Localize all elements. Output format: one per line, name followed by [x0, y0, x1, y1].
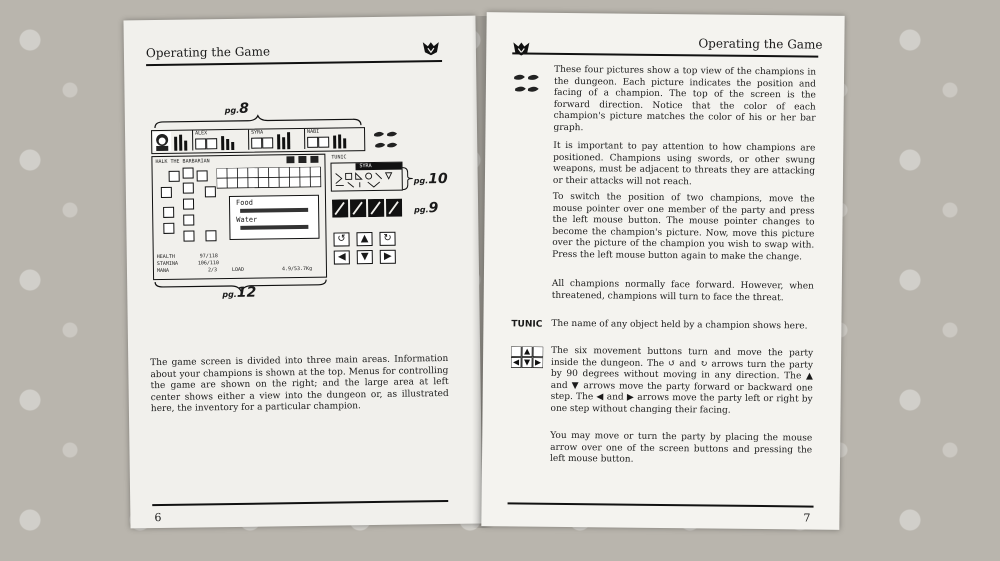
load-value: 4.9/53.7Kg [281, 265, 313, 273]
stamina-bar [338, 134, 341, 148]
callout-pg9: pg.9 [414, 200, 439, 217]
equip-slot[interactable] [183, 231, 194, 242]
paragraph-mouse-move: You may move or turn the party by placing the mouse arrow over one of the screen buttons and pressing the left mouse button. [549, 430, 813, 465]
food-bar [240, 208, 308, 213]
stamina-bar [179, 135, 182, 151]
party-formation-icon [512, 70, 542, 100]
paragraph-switch-position: To switch the position of two champions, move the mouse pointer over one member of the party and press the left mouse button. The mouse pointer changes to become the champion's picture. Now, move this picture over the picture of the champion you wish to swap with. Press the left mouse button again to make the change. [552, 191, 815, 263]
champion-bar [151, 127, 365, 154]
right-page-header: Operating the Game [698, 36, 823, 52]
left-page [123, 16, 482, 529]
left-page-number: 6 [154, 511, 162, 525]
move-right-button[interactable]: ▶ [380, 250, 396, 264]
water-label: Water [236, 215, 258, 224]
health-bar [221, 136, 224, 150]
equip-slot[interactable] [169, 171, 180, 182]
mana-bar [343, 138, 346, 148]
stamina-value: 106/110 [197, 260, 219, 267]
mana-bar [184, 141, 187, 151]
header-rule [512, 52, 818, 57]
spell-menu-champion: SYRA [359, 163, 372, 170]
health-bar [174, 137, 177, 151]
stamina-bar [282, 137, 285, 149]
health-bar [277, 134, 280, 149]
footer-rule [508, 502, 814, 507]
weapon-actions-icon[interactable] [332, 199, 402, 218]
spell-menu[interactable] [330, 162, 402, 192]
health-label: HEALTH [156, 253, 175, 261]
equip-slot[interactable] [163, 223, 174, 234]
mana-label: MANA [156, 267, 170, 275]
equip-slot[interactable] [205, 230, 216, 241]
backpack-grid[interactable] [217, 167, 323, 190]
champion-name: NABI [307, 128, 320, 135]
right-page [481, 12, 844, 530]
load-label: LOAD [231, 266, 245, 273]
equip-slot[interactable] [183, 183, 194, 194]
right-page-number: 7 [803, 511, 811, 525]
brace-right-upper [402, 166, 414, 190]
champion-slot-alex[interactable] [192, 130, 247, 151]
equip-slot[interactable] [161, 187, 172, 198]
equip-slot[interactable] [183, 168, 194, 179]
movement-buttons-icon [511, 346, 543, 368]
stamina-bar [226, 139, 229, 150]
equip-slot[interactable] [183, 215, 194, 226]
turn-right-button[interactable]: ↻ [379, 232, 395, 246]
food-label: Food [235, 198, 253, 207]
paragraph-positioning: It is important to pay attention to how champions are positioned. Champions using swords, or other swung weapons, must be adjacent to threats they are attacking or their attacks will not reach. [552, 140, 816, 188]
mana-bar [231, 142, 234, 150]
callout-pg10: pg.10 [413, 170, 448, 188]
party-formation-icon[interactable] [372, 130, 400, 154]
mana-value: 2/3 [207, 267, 218, 274]
health-value: 97/118 [199, 253, 218, 260]
move-backward-button[interactable]: ▼ [357, 250, 373, 264]
move-left-button[interactable]: ◀ [334, 250, 350, 264]
hand-slot[interactable] [251, 138, 262, 149]
equip-slot[interactable] [197, 170, 208, 181]
tunic-description: The name of any object held by a champion shows here. [551, 318, 808, 332]
equip-slot[interactable] [183, 199, 194, 210]
paragraph-facing: All champions normally face forward. However, when threatened, champions will turn to face the threat. [551, 278, 814, 303]
water-bar [240, 225, 308, 230]
inventory-panel [151, 154, 327, 280]
footer-rule [152, 500, 448, 506]
left-page-header: Operating the Game [145, 44, 271, 61]
inventory-controls-icon[interactable] [286, 156, 320, 164]
champion-name: SYRA [251, 129, 264, 136]
hand-slot[interactable] [262, 137, 273, 148]
dragon-logo-icon [422, 40, 440, 56]
hand-slot[interactable] [307, 137, 318, 148]
paragraph-champion-pictures: These four pictures show a top view of the champions in the dungeon. Each picture indicates the position and facing of a champion. The top of the screen is the forward direction. Notice that the color of each champion's picture matches the color of his or her bar graph. [553, 64, 817, 134]
spell-runes-icon[interactable] [334, 171, 400, 189]
callout-pg8: pg.8 [224, 100, 250, 117]
food-water-box [229, 195, 320, 240]
tunic-term: TUNIC [511, 319, 543, 330]
inventory-title: HALK THE BARBARIAN [155, 158, 210, 166]
hand-slot[interactable] [195, 138, 206, 149]
champion-slot-syra[interactable] [248, 129, 303, 150]
equip-slot[interactable] [163, 207, 174, 218]
champion-name: ALEX [195, 130, 208, 137]
callout-pg12: pg.12 [222, 284, 257, 301]
hand-slot[interactable] [206, 138, 217, 149]
turn-left-button[interactable]: ↺ [333, 232, 349, 246]
health-bar [333, 136, 336, 149]
move-forward-button[interactable]: ▲ [356, 232, 372, 246]
object-name-label: TUNIC [331, 154, 347, 161]
left-body-text: The game screen is divided into three main areas. Information about your champions is shown at the top. Menus for controlling the game are shown on the right; and the large area at left center shows either a view into the dungeon or, as illustrated here, the inventory for a particular champion. [150, 353, 449, 415]
hand-slot[interactable] [318, 137, 329, 148]
stamina-label: STAMINA [156, 260, 178, 268]
mana-bar [287, 132, 290, 149]
paragraph-movement: The six movement buttons turn and move the party inside the dungeon. The ↺ and ↻ arrows turn the party by 90 degrees without moving in any direction. The ▲ and ▼ arrows move the party forward or backward one step. The ◀ and ▶ arrows move the party left or right by one step without changing their facing. [550, 345, 814, 416]
champion-slot-nabi[interactable] [304, 128, 363, 149]
header-rule [146, 60, 442, 66]
champion-portrait-icon [153, 132, 171, 151]
equip-slot[interactable] [205, 186, 216, 197]
